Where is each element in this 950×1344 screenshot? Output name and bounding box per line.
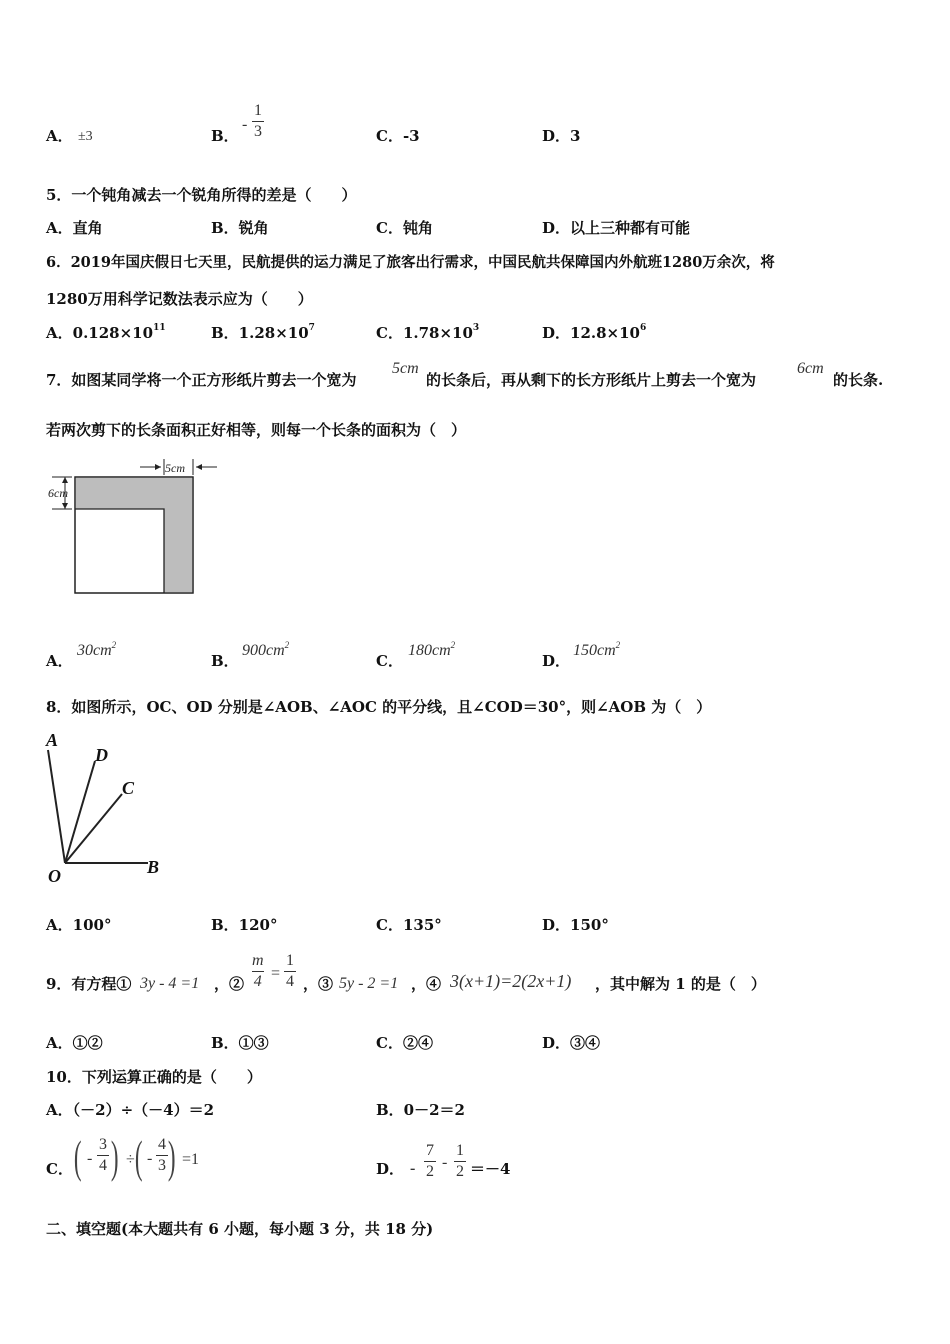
- q4-option-b-sign: -: [242, 116, 248, 133]
- q10-c-minus-2: -: [147, 1150, 153, 1167]
- q6-option-c: C．$1.78\times 10^3$: [376, 323, 480, 342]
- q10-d-minus: -: [410, 1160, 416, 1177]
- q6-option-b: B．$1.28\times 10^7$: [211, 323, 315, 342]
- q7-option-c: C．: [376, 652, 403, 670]
- section-2-heading: 二、填空题(本大题共有 6 小题，每小题 3 分，共 18 分): [46, 1220, 434, 1238]
- q9-option-b: B．①③: [211, 1034, 269, 1052]
- q10-c-fraction-1: $\frac{3}{4}$: [99, 1136, 107, 1174]
- q9-sep-3: ，④: [411, 975, 442, 993]
- q10-d-fraction-1: $\frac{7}{2}$: [426, 1142, 434, 1180]
- q7-stem-line2: 若两次剪下的长条面积正好相等，则每一个长条的面积为（ ）: [46, 421, 467, 439]
- q7-stem-part3: 的长条.: [833, 371, 884, 389]
- q9-stem-end: ，其中解为 1 的是（ ）: [595, 975, 766, 993]
- q9-eq2-left-fraction: $\frac{m}{4}$: [252, 952, 264, 990]
- label-o: O: [48, 866, 61, 886]
- q7-figure: [40, 455, 230, 600]
- q10-c-result: =1: [182, 1151, 200, 1168]
- label-d: D: [95, 745, 108, 765]
- q7-option-d: D．: [542, 652, 571, 670]
- q6-option-d: D．$12.8\times 10^6$: [542, 323, 647, 342]
- paren: ): [110, 1131, 119, 1182]
- q5-option-d: D．以上三种都有可能: [542, 219, 691, 237]
- q9-eq2-equals: =: [271, 965, 281, 982]
- q10-d-minus-2: -: [442, 1154, 448, 1171]
- q7-option-d-value: $150cm^2$: [573, 640, 621, 659]
- q4-option-c: C．-3: [376, 127, 420, 145]
- q4-option-b-fraction: $\frac{1}{3}$: [254, 102, 262, 140]
- q9-option-a: A．①②: [46, 1034, 103, 1052]
- q4-option-b: B．: [211, 127, 239, 145]
- q7-stem-part1: 7．如图某同学将一个正方形纸片剪去一个宽为: [46, 371, 357, 389]
- q7-width1: 5cm: [392, 360, 419, 377]
- label-b: B: [147, 857, 160, 877]
- q5-option-a: A．直角: [46, 219, 103, 237]
- q7-option-a-value: $30cm^2$: [77, 640, 117, 659]
- q4-option-a-value: ±3: [78, 129, 93, 144]
- q8-angle-figure: [40, 728, 170, 888]
- paren: ): [167, 1131, 176, 1182]
- fig-label-top: 5cm: [165, 461, 185, 475]
- q10-option-d: D．: [376, 1160, 405, 1178]
- q10-d-fraction-2: $\frac{1}{2}$: [456, 1142, 464, 1180]
- q7-width2: 6cm: [797, 360, 824, 377]
- q10-c-fraction-2: $\frac{4}{3}$: [158, 1136, 166, 1174]
- label-c: C: [122, 778, 135, 798]
- q5-option-c: C．钝角: [376, 219, 433, 237]
- right-strip: [164, 477, 193, 593]
- q7-stem-part2: 的长条后，再从剩下的长方形纸片上剪去一个宽为: [426, 371, 757, 389]
- q7-option-b-value: $900cm^2$: [242, 640, 290, 659]
- q10-option-a: A．（－2）÷（－4）＝2: [46, 1101, 215, 1119]
- label-a: A: [46, 730, 59, 750]
- q10-c-minus-1: -: [87, 1150, 93, 1167]
- q9-sep-2: ，③: [303, 975, 334, 993]
- q9-equation-1: 3y - 4 =1: [140, 975, 200, 992]
- q8-option-c: C．135°: [376, 916, 442, 934]
- q10-d-result: ＝－4: [470, 1160, 511, 1178]
- q4-option-a: A．: [46, 127, 73, 145]
- q6-stem-line1: 6．2019年国庆假日七天里，民航提供的运力满足了旅客出行需求，中国民航共保障国内外航班1280万余次，将: [46, 254, 775, 271]
- q6-stem-line2: 1280万用科学记数法表示应为（ ）: [46, 290, 313, 308]
- q9-option-c: C．②④: [376, 1034, 433, 1052]
- q9-eq2-right-fraction: $\frac{1}{4}$: [286, 952, 294, 990]
- q9-equation-4: 3(x+1)=2(2x+1): [450, 971, 572, 991]
- q7-option-a: A．: [46, 652, 73, 670]
- q10-option-c: C．: [46, 1160, 73, 1178]
- paren: (: [73, 1131, 82, 1182]
- paren: (: [134, 1131, 143, 1182]
- fig-label-left: 6cm: [48, 486, 68, 500]
- q8-option-b: B．120°: [211, 916, 278, 934]
- q9-option-d: D．③④: [542, 1034, 601, 1052]
- q9-equation-3: 5y - 2 =1: [339, 975, 399, 992]
- q8-stem: 8．如图所示，OC、OD 分别是∠AOB、∠AOC 的平分线，且∠COD＝30°，则∠AOB 为（ ）: [46, 698, 712, 716]
- q8-option-d: D．150°: [542, 916, 609, 934]
- q10-c-divide: ÷: [126, 1151, 135, 1168]
- q10-option-b: B．0－2＝2: [376, 1101, 465, 1119]
- q7-option-b: B．: [211, 652, 239, 670]
- q8-option-a: A．100°: [46, 916, 112, 934]
- q5-option-b: B．锐角: [211, 219, 269, 237]
- q4-option-d: D．3: [542, 127, 581, 145]
- q6-option-a: A．$0.128\times 10^{11}$: [46, 323, 166, 342]
- q5-stem: 5．一个钝角减去一个锐角所得的差是（ ）: [46, 186, 357, 204]
- q7-option-c-value: $180cm^2$: [408, 640, 456, 659]
- q9-sep-1: ，②: [214, 975, 245, 993]
- q9-stem-start: 9．有方程①: [46, 975, 132, 993]
- q10-stem: 10．下列运算正确的是（ ）: [46, 1068, 262, 1086]
